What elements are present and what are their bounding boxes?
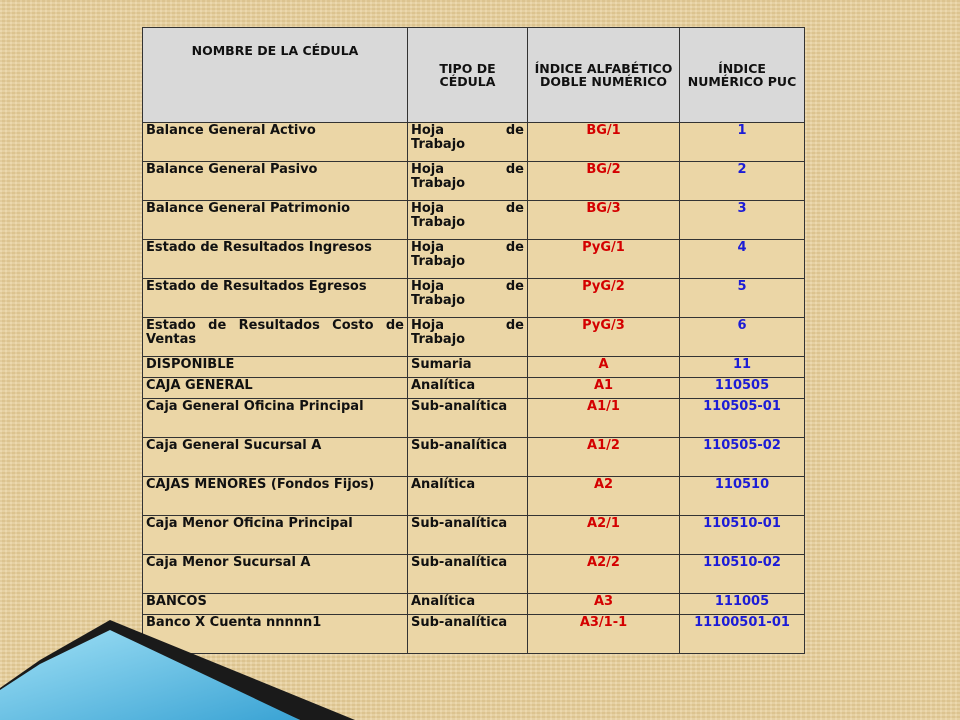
cell-nombre: Balance General Patrimonio	[143, 201, 408, 240]
table-header-row	[143, 28, 805, 123]
table-row	[143, 201, 805, 240]
cell-indice-puc: 110505-02	[680, 438, 805, 477]
cell-nombre: BANCOS	[143, 594, 408, 615]
cell-tipo: Hoja de Trabajo	[408, 279, 528, 318]
cell-indice-alfabetico: BG/2	[528, 162, 680, 201]
cell-tipo: Analítica	[408, 594, 528, 615]
cell-indice-puc: 11100501-01	[680, 615, 805, 654]
cell-nombre: Estado de Resultados Egresos	[143, 279, 408, 318]
cell-tipo: Hoja de Trabajo	[408, 201, 528, 240]
cell-indice-alfabetico: A1	[528, 378, 680, 399]
cell-indice-alfabetico: PyG/1	[528, 240, 680, 279]
cell-indice-alfabetico: A	[528, 357, 680, 378]
cell-tipo: Hoja de Trabajo	[408, 318, 528, 357]
cell-nombre: Caja Menor Oficina Principal	[143, 516, 408, 555]
header-nombre-cedula: NOMBRE DE LA CÉDULA	[143, 28, 408, 123]
cell-nombre: Caja General Sucursal A	[143, 438, 408, 477]
cell-nombre: Estado de Resultados Ingresos	[143, 240, 408, 279]
cell-indice-puc: 1	[680, 123, 805, 162]
cell-indice-alfabetico: A3/1-1	[528, 615, 680, 654]
cell-indice-puc: 110510-02	[680, 555, 805, 594]
cell-indice-alfabetico: A1/1	[528, 399, 680, 438]
cell-tipo: Analítica	[408, 477, 528, 516]
cell-indice-puc: 110505-01	[680, 399, 805, 438]
cell-nombre: Balance General Pasivo	[143, 162, 408, 201]
cell-nombre: Banco X Cuenta nnnnn1	[143, 615, 408, 654]
cell-nombre: CAJAS MENORES (Fondos Fijos)	[143, 477, 408, 516]
cell-indice-puc: 111005	[680, 594, 805, 615]
cell-nombre: Caja General Oficina Principal	[143, 399, 408, 438]
table-row	[143, 357, 805, 378]
cell-nombre: DISPONIBLE	[143, 357, 408, 378]
cell-indice-alfabetico: A2/2	[528, 555, 680, 594]
cell-indice-alfabetico: A1/2	[528, 438, 680, 477]
cell-indice-alfabetico: BG/3	[528, 201, 680, 240]
cell-tipo: Hoja de Trabajo	[408, 162, 528, 201]
header-indice-alfabetico: ÍNDICE ALFABÉTICO DOBLE NUMÉRICO	[528, 28, 680, 123]
cell-indice-puc: 4	[680, 240, 805, 279]
cell-nombre: Balance General Activo	[143, 123, 408, 162]
table-row	[143, 123, 805, 162]
cell-indice-puc: 110510	[680, 477, 805, 516]
cell-indice-alfabetico: A2	[528, 477, 680, 516]
cell-tipo: Sub-analítica	[408, 516, 528, 555]
cell-nombre: CAJA GENERAL	[143, 378, 408, 399]
cell-indice-puc: 3	[680, 201, 805, 240]
header-indice-puc: ÍNDICE NUMÉRICO PUC	[680, 28, 805, 123]
cell-tipo: Hoja de Trabajo	[408, 123, 528, 162]
cell-indice-alfabetico: BG/1	[528, 123, 680, 162]
cell-tipo: Sub-analítica	[408, 555, 528, 594]
cell-tipo: Hoja de Trabajo	[408, 240, 528, 279]
cell-tipo: Sub-analítica	[408, 399, 528, 438]
cell-nombre: Caja Menor Sucursal A	[143, 555, 408, 594]
table-row	[143, 399, 805, 438]
cell-indice-puc: 5	[680, 279, 805, 318]
cell-tipo: Analítica	[408, 378, 528, 399]
header-tipo-cedula: TIPO DE CÉDULA	[408, 28, 528, 123]
cell-indice-alfabetico: A3	[528, 594, 680, 615]
cell-indice-alfabetico: PyG/3	[528, 318, 680, 357]
table-row	[143, 279, 805, 318]
cell-tipo: Sumaria	[408, 357, 528, 378]
cell-indice-alfabetico: PyG/2	[528, 279, 680, 318]
table-row	[143, 378, 805, 399]
table-row	[143, 516, 805, 555]
cell-indice-puc: 110510-01	[680, 516, 805, 555]
decorative-corner-graphic	[0, 560, 360, 720]
table-row	[143, 240, 805, 279]
cell-indice-puc: 6	[680, 318, 805, 357]
table-row	[143, 162, 805, 201]
cell-indice-alfabetico: A2/1	[528, 516, 680, 555]
cell-nombre: Estado de Resultados Costo de Ventas	[143, 318, 408, 357]
cell-indice-puc: 11	[680, 357, 805, 378]
cell-tipo: Sub-analítica	[408, 615, 528, 654]
cell-tipo: Sub-analítica	[408, 438, 528, 477]
table-row	[143, 318, 805, 357]
cell-indice-puc: 110505	[680, 378, 805, 399]
cell-indice-puc: 2	[680, 162, 805, 201]
table-row	[143, 477, 805, 516]
table-row	[143, 438, 805, 477]
